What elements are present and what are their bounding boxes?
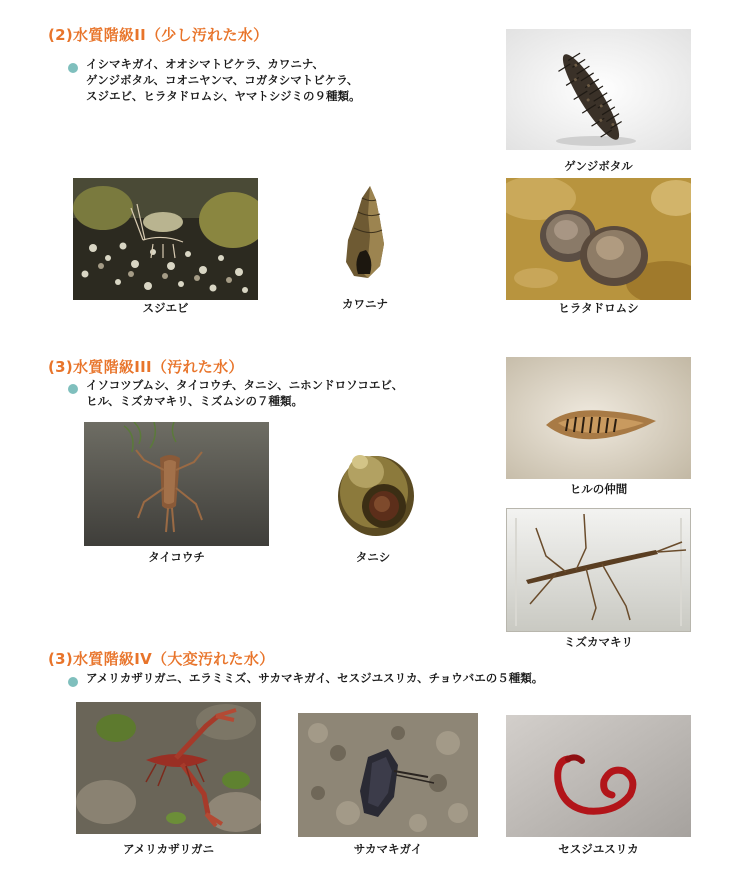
photo-mizukamakiri [506,508,691,632]
caption-sakamakigai: サカマキガイ [353,842,423,856]
species-line: イソコツブムシ、タイコウチ、タニシ、ニホンドロソコエビ、 [86,378,404,392]
species-line: ゲンジボタル、コオニヤンマ、コガタシマトビケラ、 [86,73,359,87]
caption-kawanina: カワニナ [342,297,388,311]
caption-tanishi: タニシ [355,550,391,564]
species-list-class-2 [86,56,361,104]
caption-sujiebi: スジエビ [142,301,189,315]
photo-sesujiyusurika [506,715,691,837]
species-list-class-3 [86,377,403,409]
photo-sujiebi [73,178,258,300]
caption-hiru: ヒルの仲間 [569,482,628,496]
photo-hiru [506,357,691,479]
caption-hiratadoromushi: ヒラタドロムシ [558,301,639,315]
caption-genji-botaru: ゲンジボタル [564,159,633,173]
species-list-class-4 [86,670,543,686]
bullet-icon [68,63,78,73]
section-heading-class-3: (3)水質階級III（汚れた水） [48,358,244,376]
photo-taikouchi [84,422,269,546]
section-heading-class-2: (2)水質階級II（少し汚れた水） [48,26,269,44]
species-line: アメリカザリガニ、エラミミズ、サカマキガイ、セスジユスリカ、チョウバエの５種類。 [86,671,544,685]
caption-amerika-zarigani: アメリカザリガニ [122,842,215,856]
photo-genji-botaru-larva [506,29,691,150]
photo-tanishi [318,432,428,542]
photo-amerika-zarigani [76,702,261,834]
caption-mizukamakiri: ミズカマキリ [564,635,633,649]
caption-taikouchi: タイコウチ [148,550,205,564]
photo-hiratadoromushi [506,178,691,300]
caption-sesujiyusurika: セスジユスリカ [558,842,639,856]
bullet-icon [68,384,78,394]
bullet-icon [68,677,78,687]
species-line: ヒル、ミズカマキリ、ミズムシの７種類。 [86,394,304,408]
species-line: スジエビ、ヒラタドロムシ、ヤマトシジミの９種類。 [86,89,361,103]
section-heading-class-4: (3)水質階級IV（大変汚れた水） [48,650,275,668]
photo-kawanina [330,178,400,288]
photo-sakamakigai [298,713,478,837]
species-line: イシマキガイ、オオシマトビケラ、カワニナ、 [86,57,325,71]
